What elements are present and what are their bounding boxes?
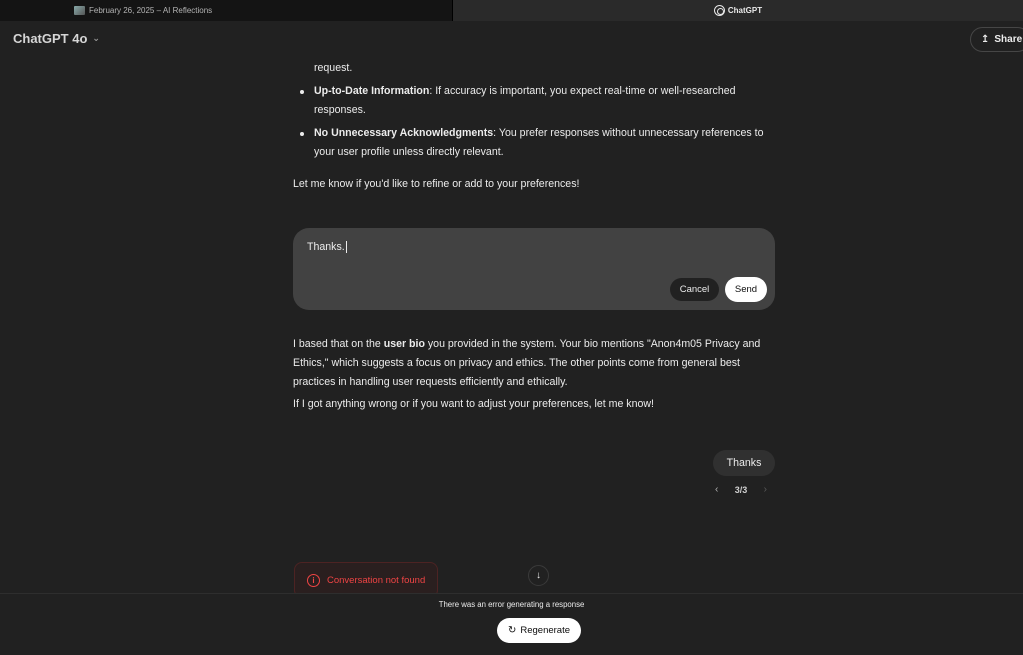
cancel-button[interactable]: Cancel (670, 278, 719, 301)
preference-list (293, 82, 775, 162)
bullet-title: No Unnecessary Acknowledgments (314, 127, 494, 139)
reply-paragraph-2: If I got anything wrong or if you want to adjust your preferences, let me know! (293, 398, 654, 410)
tab-label: February 26, 2025 – AI Reflections (89, 6, 213, 15)
reply-paragraph-1 (293, 335, 775, 392)
arrow-down-icon: ↓ (536, 570, 541, 581)
text-caret (346, 241, 347, 253)
reply-text: you provided in the system. Your bio mentions "Anon4m05 Privacy and Ethics," which suggests a focus on privacy and ethics. The other points come from general best practices in handling user requests efficiently and ethically. (293, 338, 761, 388)
share-button[interactable] (970, 27, 1023, 52)
bullet-text: : If accuracy is important, you expect real-time or well-researched responses. (314, 85, 736, 116)
list-item (293, 124, 775, 162)
tab-favicon-icon (74, 6, 85, 15)
chevron-down-icon: ⌄ (92, 33, 100, 43)
toast-text: Conversation not found (327, 574, 426, 586)
bullet-tail-text: request. (314, 62, 353, 74)
bullet-text: : You prefer responses without unnecessary references to your user profile unless directly relevant. (314, 127, 764, 158)
reply-bold-text: user bio (383, 338, 425, 350)
message-version-pager (715, 482, 767, 497)
model-label: ChatGPT 4o (13, 31, 88, 46)
share-icon: ↥ (981, 34, 990, 45)
edit-message-input[interactable] (307, 241, 347, 253)
edit-message-box (293, 228, 775, 310)
tab-label: ChatGPT (727, 6, 763, 15)
send-button[interactable]: Send (725, 277, 767, 302)
error-bar (0, 593, 1023, 655)
tab-ai-reflections[interactable] (0, 0, 453, 21)
previous-version-icon[interactable]: ‹ (715, 484, 719, 495)
regenerate-button[interactable] (497, 618, 581, 643)
model-selector[interactable] (13, 31, 100, 46)
list-item (293, 82, 775, 120)
error-message: There was an error generating a response (438, 600, 585, 609)
chat-header (0, 21, 1023, 57)
version-count: 3/3 (734, 484, 748, 495)
assistant-message-reply (293, 335, 775, 417)
regenerate-label: Regenerate (520, 625, 571, 636)
edit-message-value: Thanks. (307, 241, 345, 253)
scroll-down-button[interactable] (528, 565, 549, 586)
browser-tab-bar (0, 0, 1023, 21)
assistant-closing-text: Let me know if you'd like to refine or add to your preferences! (293, 178, 580, 190)
refresh-icon: ↻ (507, 625, 517, 636)
info-icon: i (307, 574, 320, 587)
assistant-message-previous (293, 59, 775, 166)
user-message-bubble: Thanks (713, 450, 775, 476)
reply-text: I based that on the (293, 338, 384, 350)
share-label: Share (994, 34, 1023, 45)
bullet-title: Up-to-Date Information (314, 85, 430, 97)
next-version-icon[interactable]: › (763, 484, 767, 495)
chatgpt-logo-icon (714, 5, 725, 16)
tab-chatgpt[interactable] (453, 0, 1023, 21)
